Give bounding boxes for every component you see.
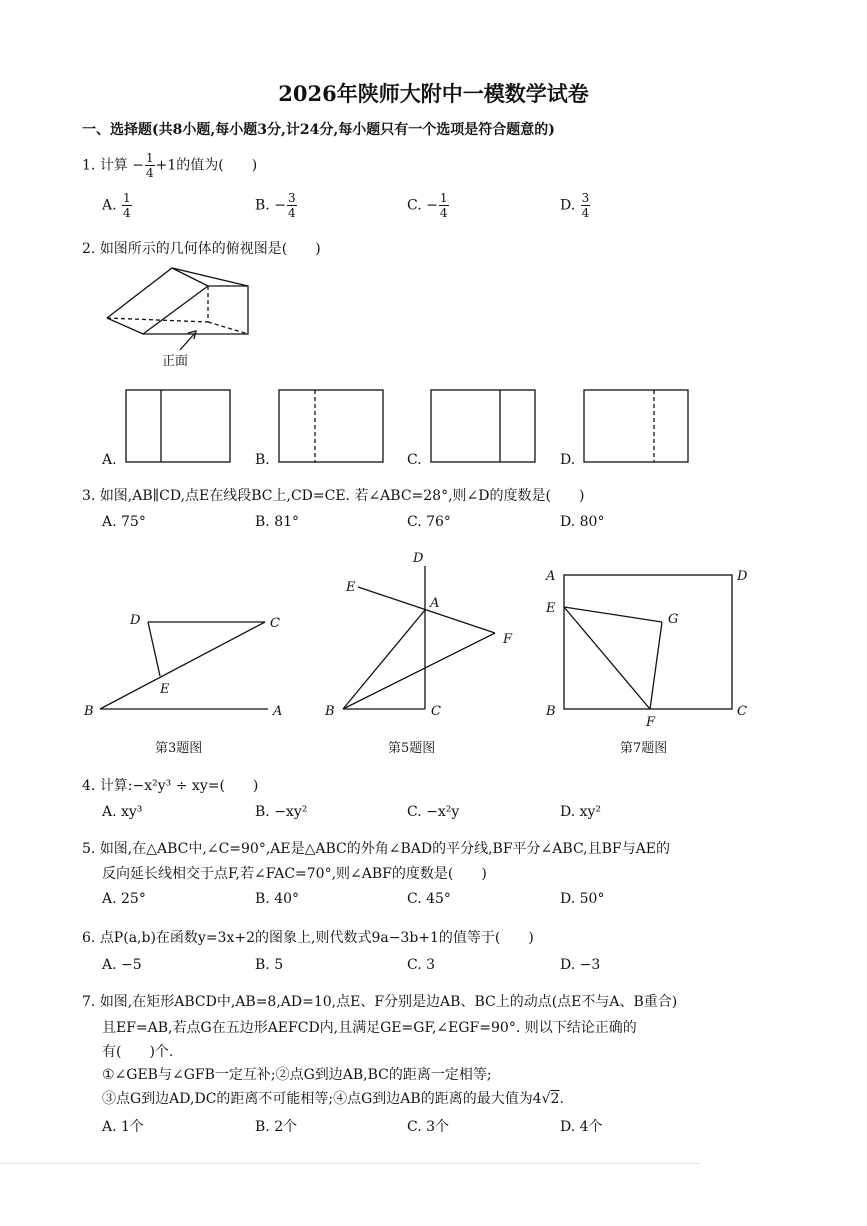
option-b[interactable]: B. 40° <box>255 891 300 907</box>
question-6: 6. 点P(a,b)在函数y=3x+2的图象上,则代数式9a−3b+1的值等于( ) <box>82 930 534 946</box>
label-A: A <box>273 704 283 719</box>
question-7: 7. 如图,在矩形ABCD中,AB=8,AD=10,点E、F分别是边AB、BC上的动点(点E不与A、B重合) <box>82 994 678 1010</box>
label-A: A <box>430 596 440 611</box>
fraction: $\frac{1}{4}$ <box>146 151 154 180</box>
label-B: B <box>546 704 556 719</box>
label-C: C <box>270 616 280 631</box>
option-c[interactable]: C. 3个 <box>407 1119 450 1135</box>
option-b[interactable]: B. <box>255 452 270 468</box>
question-4: 4. 计算:−x²y³ ÷ xy=( ) <box>82 778 259 794</box>
option-d[interactable]: D. xy² <box>560 804 602 820</box>
label-G: G <box>668 612 679 627</box>
option-d[interactable]: D. 80° <box>560 514 605 530</box>
option-c[interactable]: C. −x²y <box>407 804 460 820</box>
label-B: B <box>325 704 335 719</box>
option-a[interactable]: A. $\frac{1}{4}$ <box>102 191 131 220</box>
question-number: 1. <box>82 157 96 174</box>
figure-7 <box>564 575 732 709</box>
option-a[interactable]: A. 75° <box>102 514 146 530</box>
option-d[interactable]: D. 4个 <box>560 1119 603 1135</box>
option-c[interactable]: C. <box>407 452 422 468</box>
option-c[interactable]: C. 76° <box>407 514 451 530</box>
question-text: 如图,在△ABC中,∠C=90°,AE是△ABC的外角∠BAD的平分线,BF平分∠ABC,且BF与AE的 <box>99 841 670 857</box>
label-E: E <box>160 682 170 697</box>
option-a[interactable]: A. −5 <box>102 957 142 973</box>
section-heading: 一、选择题(共8小题,每小题3分,计24分,每小题只有一个选项是符合题意的) <box>82 122 555 138</box>
option-b[interactable]: B. 5 <box>255 957 284 973</box>
label-E: E <box>346 580 356 595</box>
label-E: E <box>546 601 556 616</box>
question-text: 如图,AB∥CD,点E在线段BC上,CD=CE. 若∠ABC=28°,则∠D的度数是( ) <box>99 488 585 504</box>
label-C: C <box>431 704 441 719</box>
figure-3-caption: 第3题图 <box>155 741 203 756</box>
option-a[interactable]: A. 25° <box>102 891 146 907</box>
label-D: D <box>413 551 424 566</box>
option-c[interactable]: C. 45° <box>407 891 451 907</box>
question-7-line5: ③点G到边AD,DC的距离不可能相等;④点G到边AB的距离的最大值为4√2. <box>102 1091 564 1107</box>
figure-7-caption: 第7题图 <box>620 741 668 756</box>
option-c[interactable]: C. 3 <box>407 957 436 973</box>
figure-5-caption: 第5题图 <box>388 741 436 756</box>
question-text: 计算 − <box>99 157 144 174</box>
label-D: D <box>737 569 748 584</box>
label-C: C <box>737 704 747 719</box>
question-7-line2: 且EF=AB,若点G在五边形AEFCD内,且满足GE=GF,∠EGF=90°. 则以下结论正确的 <box>102 1020 637 1036</box>
option-d[interactable]: D. −3 <box>560 957 601 973</box>
question-text: 计算:−x²y³ ÷ xy=( ) <box>99 778 259 794</box>
option-a[interactable]: A. <box>102 452 117 468</box>
exam-title: 2026年陕师大附中一模数学试卷 <box>278 81 589 106</box>
front-label: 正面 <box>162 354 189 369</box>
label-A: A <box>546 569 556 584</box>
question-5-line2: 反向延长线相交于点F,若∠FAC=70°,则∠ABF的度数是( ) <box>102 866 487 882</box>
figure-3 <box>100 622 268 709</box>
question-text: +1的值为( ) <box>155 157 258 174</box>
question-2: 2. 如图所示的几何体的俯视图是( ) <box>82 241 321 257</box>
option-d[interactable]: D. <box>560 452 576 468</box>
label-F: F <box>646 715 656 730</box>
question-text: 如图所示的几何体的俯视图是( ) <box>99 241 321 257</box>
option-d[interactable]: D. 50° <box>560 891 605 907</box>
option-b[interactable]: B. 2个 <box>255 1119 298 1135</box>
label-D: D <box>130 613 141 628</box>
figure-5 <box>343 566 495 709</box>
label-B: B <box>84 704 94 719</box>
option-b[interactable]: B. 81° <box>255 514 300 530</box>
question-5: 5. 如图,在△ABC中,∠C=90°,AE是△ABC的外角∠BAD的平分线,BF平分∠ABC,且BF与AE的 <box>82 841 670 857</box>
label-F: F <box>503 632 513 647</box>
question-3: 3. 如图,AB∥CD,点E在线段BC上,CD=CE. 若∠ABC=28°,则∠D的度数是( ) <box>82 488 585 504</box>
question-text: 如图,在矩形ABCD中,AB=8,AD=10,点E、F分别是边AB、BC上的动点(点E不与A、B重合) <box>99 994 678 1010</box>
question-7-line4: ①∠GEB与∠GFB一定互补;②点G到边AB,BC的距离一定相等; <box>102 1067 492 1083</box>
question-7-line3: 有( )个. <box>102 1044 174 1060</box>
option-c[interactable]: C. − $\frac{1}{4}$ <box>407 191 448 220</box>
question-text: 点P(a,b)在函数y=3x+2的图象上,则代数式9a−3b+1的值等于( ) <box>99 930 534 946</box>
option-d[interactable]: D. $\frac{3}{4}$ <box>560 191 590 220</box>
option-b[interactable]: B. −xy² <box>255 804 308 820</box>
option-b[interactable]: B. − $\frac{3}{4}$ <box>255 191 296 220</box>
option-a[interactable]: A. 1个 <box>102 1119 144 1135</box>
option-a[interactable]: A. xy³ <box>102 804 143 820</box>
page-divider <box>0 1163 700 1164</box>
